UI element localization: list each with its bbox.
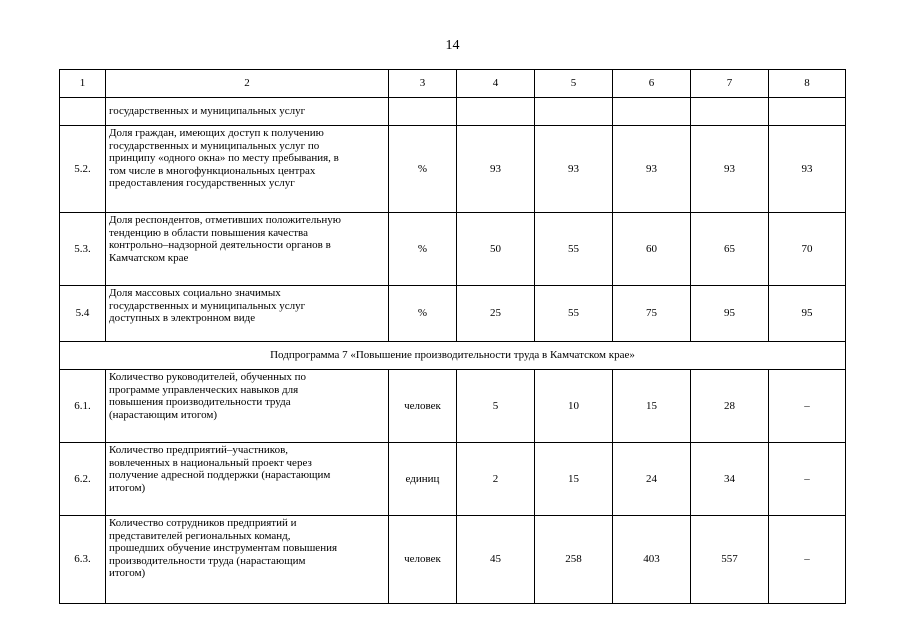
row-description [106,126,389,213]
row-unit: человек [389,516,457,604]
description-line: доступных в электронном виде [109,312,256,324]
header-cell: 8 [769,70,846,98]
value-cell: 93 [457,126,535,213]
table-row [60,370,846,443]
table-header-row [60,70,846,98]
description-line: государственных и муниципальных услуг [109,299,306,312]
value-cell: 75 [613,286,691,342]
description-line: Доля граждан, имеющих доступ к получению [109,127,324,139]
value-cell: – [769,516,846,604]
value-cell: 24 [613,443,691,516]
value-cell: 10 [535,370,613,443]
header-cell: 7 [691,70,769,98]
description-line: итогом) [109,567,146,579]
value-cell [535,98,613,126]
row-unit: % [389,126,457,213]
row-description [106,286,389,342]
value-cell: 34 [691,443,769,516]
value-cell: 95 [691,286,769,342]
description-line: (нарастающим итогом) [109,408,218,421]
indicators-table [59,69,846,604]
value-cell: 55 [535,286,613,342]
description-line: производительности труда (нарастающим [109,554,306,567]
description-line: государственных и муниципальных услуг [109,105,306,118]
description-line: вовлеченных в национальный проект через [109,456,312,469]
value-cell: 28 [691,370,769,443]
value-cell: 5 [457,370,535,443]
row-unit [389,98,457,126]
value-cell [613,98,691,126]
header-cell: 2 [106,70,389,98]
value-cell: 65 [691,213,769,286]
table-row [60,126,846,213]
row-number: 6.3. [60,516,106,604]
value-cell: 258 [535,516,613,604]
description-line: том числе в многофункциональных центрах [109,164,316,177]
value-cell [457,98,535,126]
value-cell: – [769,443,846,516]
table-row [60,98,846,126]
table-row [60,516,846,604]
row-number: 5.2. [60,126,106,213]
value-cell [769,98,846,126]
value-cell: 15 [613,370,691,443]
row-number: 6.1. [60,370,106,443]
description-line: предоставления государственных услуг [109,177,295,189]
row-number [60,98,106,126]
subprogram-title: Подпрограмма 7 «Повышение производительности труда в Камчатском крае» [60,342,846,370]
description-line: итогом) [109,481,146,494]
value-cell: 93 [535,126,613,213]
row-description [106,98,389,126]
description-line: государственных и муниципальных услуг по [109,139,320,152]
header-cell: 1 [60,70,106,98]
value-cell: 93 [613,126,691,213]
value-cell: 93 [691,126,769,213]
value-cell: 93 [769,126,846,213]
value-cell: 2 [457,443,535,516]
row-description [106,370,389,443]
table-row [60,213,846,286]
value-cell: 45 [457,516,535,604]
description-line: контрольно–надзорной деятельности органов в [109,239,331,251]
page-number: 14 [445,38,460,53]
row-number: 5.3. [60,213,106,286]
value-cell: 15 [535,443,613,516]
header-cell: 5 [535,70,613,98]
description-line: программе управленческих навыков для [109,383,299,396]
description-line: повышения производительности труда [109,396,291,408]
value-cell: 50 [457,213,535,286]
value-cell: 25 [457,286,535,342]
row-description [106,516,389,604]
row-unit: % [389,213,457,286]
description-line: прошедших обучение инструментам повышения [109,542,338,554]
description-line: Количество сотрудников предприятий и [109,517,297,529]
description-line: Камчатском крае [109,251,189,264]
row-unit: % [389,286,457,342]
value-cell: 60 [613,213,691,286]
table-row [60,286,846,342]
value-cell [691,98,769,126]
row-unit: человек [389,370,457,443]
value-cell: 557 [691,516,769,604]
header-cell: 3 [389,70,457,98]
description-line: Доля массовых социально значимых [109,287,281,299]
subprogram-row [60,342,846,370]
value-cell: 55 [535,213,613,286]
description-line: принципу «одного окна» по месту пребывания, в [109,152,339,164]
row-unit: единиц [389,443,457,516]
description-line: Количество предприятий–участников, [109,444,289,456]
row-number: 6.2. [60,443,106,516]
description-line: Количество руководителей, обученных по [109,371,307,383]
description-line: Доля респондентов, отметивших положительную [109,214,341,226]
value-cell: – [769,370,846,443]
description-line: представителей региональных команд, [109,529,291,542]
description-line: получение адресной поддержки (нарастающим [109,469,331,481]
header-cell: 4 [457,70,535,98]
value-cell: 403 [613,516,691,604]
header-cell: 6 [613,70,691,98]
value-cell: 70 [769,213,846,286]
row-description [106,213,389,286]
row-description [106,443,389,516]
value-cell: 95 [769,286,846,342]
description-line: тенденцию в области повышения качества [109,226,308,239]
table-row [60,443,846,516]
row-number: 5.4 [60,286,106,342]
